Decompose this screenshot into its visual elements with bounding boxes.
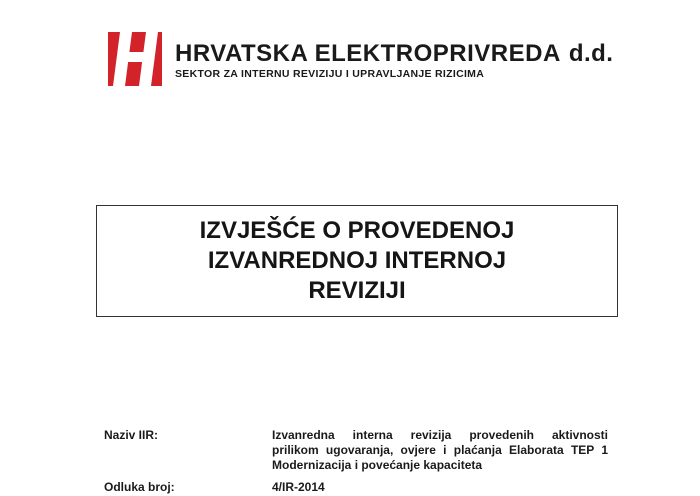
report-title-box xyxy=(96,205,618,317)
company-sector: SEKTOR ZA INTERNU REVIZIJU I UPRAVLJANJE RIZICIMA xyxy=(175,68,485,80)
field-value-naziv-line-1: Izvanredna interna revizija provedenih aktivnosti xyxy=(272,428,608,442)
company-suffix: d.d. xyxy=(568,40,614,67)
field-value-naziv xyxy=(272,428,608,473)
report-title-line-2: IZVANREDNOJ INTERNOJ xyxy=(207,247,507,274)
report-title-line-3: REVIZIJI xyxy=(308,277,406,304)
field-label-odluka: Odluka broj: xyxy=(104,480,175,494)
report-title-line-1: IZVJEŠĆE O PROVEDENOJ xyxy=(199,217,515,244)
field-label-naziv: Naziv IIR: xyxy=(104,428,159,442)
company-name-text: HRVATSKA ELEKTROPRIVREDA xyxy=(175,40,561,67)
field-value-naziv-line-3: Modernizacija i povećanje kapaciteta xyxy=(272,458,483,472)
company-name xyxy=(175,40,613,68)
field-value-odluka: 4/IR-2014 xyxy=(272,480,325,494)
hep-logo-icon xyxy=(108,32,162,86)
field-value-naziv-line-2: prilikom ugovaranja, ovjere i plaćanja Elaborata TEP 1 xyxy=(272,443,608,457)
